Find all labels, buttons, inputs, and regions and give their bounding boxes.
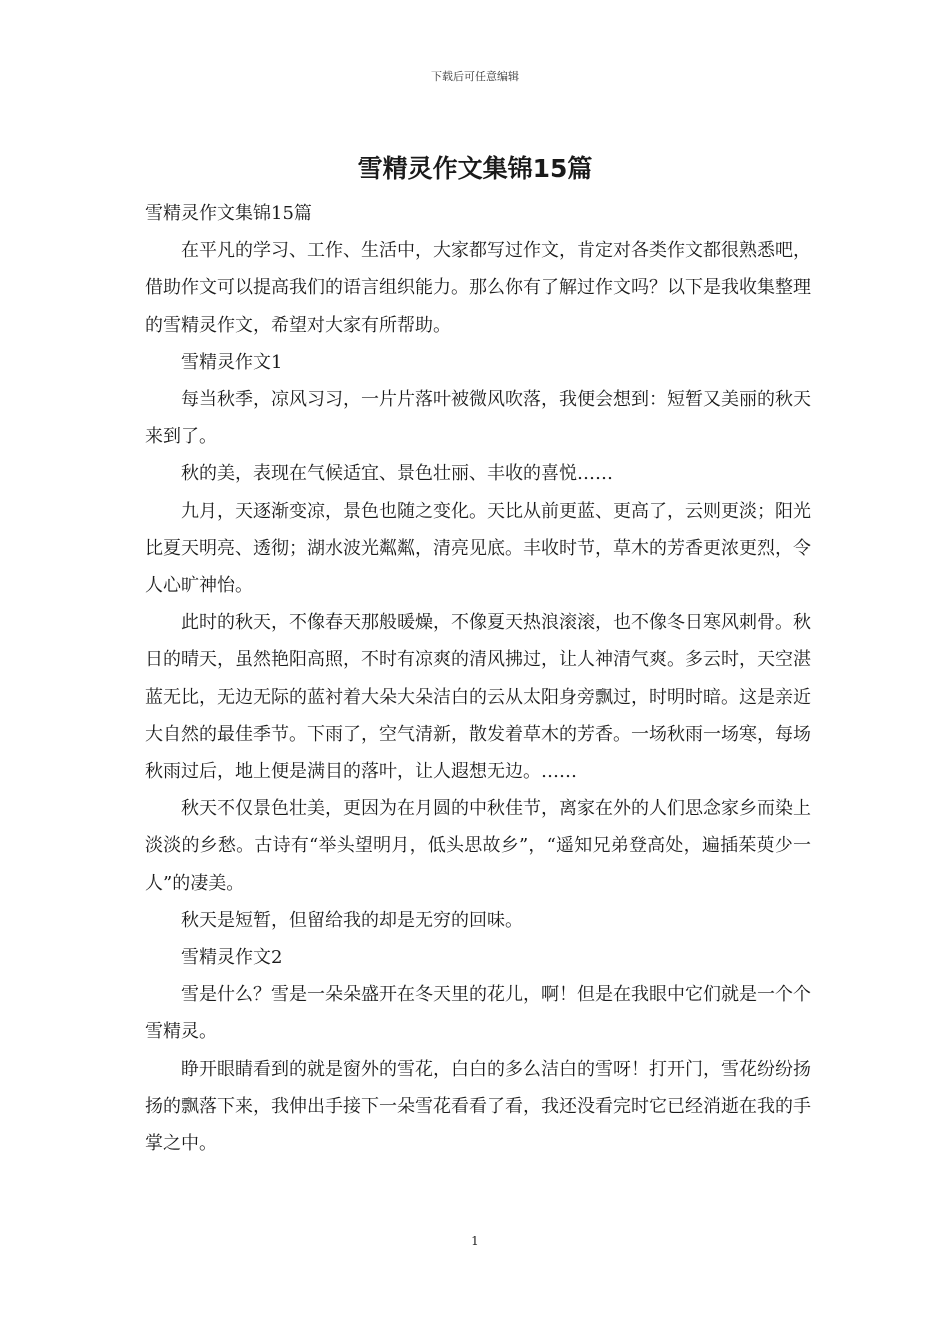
paragraph: 九月，天逐渐变凉，景色也随之变化。天比从前更蓝、更高了，云则更淡；阳光比夏天明亮、透彻；湖水波光粼粼，清亮见底。丰收时节，草木的芳香更浓更烈，令人心旷神怡。	[145, 500, 811, 597]
page-number: 1	[471, 1234, 479, 1248]
intro-paragraph: 在平凡的学习、工作、生活中，大家都写过作文，肯定对各类作文都很熟悉吧，借助作文可以提高我们的语言组织能力。那么你有了解过作文吗？以下是我收集整理的雪精灵作文，希望对大家有所帮助。	[145, 240, 811, 336]
paragraph: 睁开眼睛看到的就是窗外的雪花，白白的多么洁白的雪呀！打开门，雪花纷纷扬扬的飘落下来，我伸出手接下一朵雪花看看了看，我还没看完时它已经消逝在我的手掌之中。	[145, 1058, 811, 1155]
section-heading-2: 雪精灵作文2	[181, 947, 283, 969]
subtitle-paragraph: 雪精灵作文集锦15篇	[145, 203, 312, 224]
paragraph: 每当秋季，凉风习习，一片片落叶被微风吹落，我便会想到：短暂又美丽的秋天来到了。	[145, 389, 811, 448]
header-note: 下载后可任意编辑	[431, 70, 519, 83]
document-body	[145, 195, 811, 1162]
paragraph: 雪是什么？雪是一朵朵盛开在冬天里的花儿，啊！但是在我眼中它们就是一个个雪精灵。	[145, 984, 811, 1043]
paragraph: 秋天是短暂，但留给我的却是无穷的回味。	[181, 909, 523, 931]
paragraph: 此时的秋天，不像春天那般暖燥，不像夏天热浪滚滚，也不像冬日寒风刺骨。秋日的晴天，虽然艳阳高照，不时有凉爽的清风拂过，让人神清气爽。多云时，天空湛蓝无比，无边无际的蓝衬着大朵大朵洁白的云从太阳身旁飘过，时明时暗。这是亲近大自然的最佳季节。下雨了，空气清新，散发着草木的芳香。一场秋雨一场寒，每场秋雨过后，地上便是满目的落叶，让人遐想无边。……	[145, 612, 811, 783]
section-heading-1: 雪精灵作文1	[181, 351, 283, 373]
paragraph: 秋天不仅景色壮美，更因为在月圆的中秋佳节，离家在外的人们思念家乡而染上淡淡的乡愁。古诗有“举头望明月，低头思故乡”，“遥知兄弟登高处，遍插茱萸少一人”的凄美。	[145, 798, 811, 894]
document-title: 雪精灵作文集锦15篇	[357, 154, 593, 183]
paragraph: 秋的美，表现在气候适宜、景色壮丽、丰收的喜悦……	[181, 463, 613, 485]
